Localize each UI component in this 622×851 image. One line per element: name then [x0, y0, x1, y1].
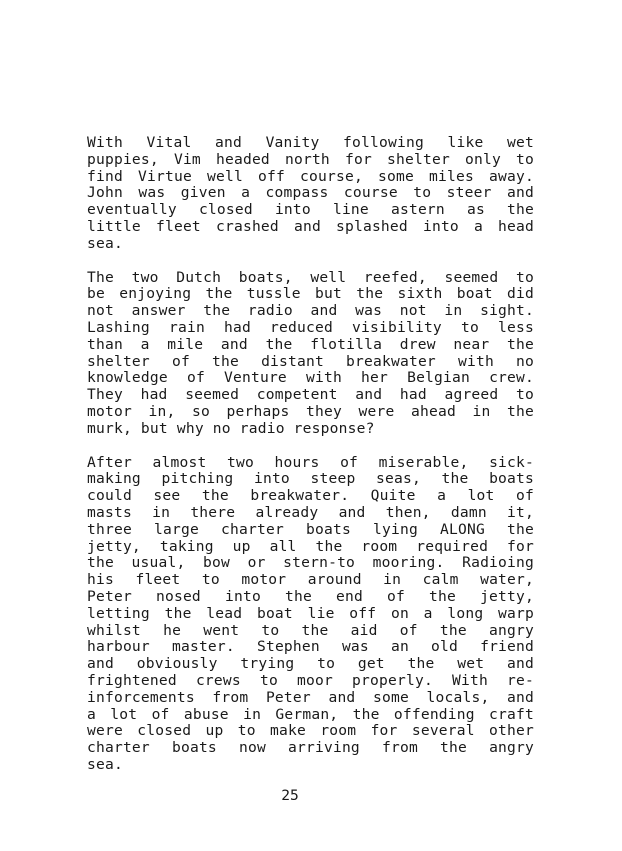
text-line: murk, but why no radio response?: [87, 419, 375, 437]
text-line: his fleet to motor around in calm water,: [87, 571, 534, 589]
text-line: After almost two hours of miserable, sick-: [87, 453, 534, 471]
text-line: making pitching into steep seas, the boats: [87, 470, 534, 488]
paragraph-2: [87, 270, 534, 438]
text-line: sea.: [87, 234, 123, 252]
text-line: three large charter boats lying ALONG the: [87, 520, 534, 538]
text-line: were closed up to make room for several other: [87, 722, 534, 740]
text-line: and obviously trying to get the wet and: [87, 655, 534, 673]
text-line: Lashing rain had reduced visibility to less: [87, 318, 534, 336]
text-line: John was given a compass course to steer and: [87, 184, 534, 202]
text-line: find Virtue well off course, some miles away.: [87, 167, 534, 185]
text-line: whilst he went to the aid of the angry: [87, 621, 534, 639]
text-line: Peter nosed into the end of the jetty,: [87, 587, 534, 605]
paragraph-gap: [87, 253, 534, 270]
text-line: could see the breakwater. Quite a lot of: [87, 487, 534, 505]
text-line: than a mile and the flotilla drew near the: [87, 335, 534, 353]
text-line: harbour master. Stephen was an old friend: [87, 638, 534, 656]
text-line: inforcements from Peter and some locals, and: [87, 688, 534, 706]
text-line: not answer the radio and was not in sight.: [87, 302, 534, 320]
body-text: [87, 135, 534, 774]
paragraph-gap: [87, 438, 534, 455]
text-line: sea.: [87, 755, 123, 773]
text-line: motor in, so perhaps they were ahead in the: [87, 402, 534, 420]
text-line: letting the lead boat lie off on a long warp: [87, 604, 534, 622]
text-line: shelter of the distant breakwater with no: [87, 352, 534, 370]
text-line: a lot of abuse in German, the offending craft: [87, 705, 534, 723]
text-line: puppies, Vim headed north for shelter only to: [87, 150, 534, 168]
text-line: be enjoying the tussle but the sixth boat did: [87, 285, 534, 303]
text-line: knowledge of Venture with her Belgian crew.: [87, 369, 534, 387]
paragraph-1: [87, 135, 534, 253]
text-line: With Vital and Vanity following like wet: [87, 134, 534, 151]
text-line: frightened crews to moor properly. With re-: [87, 671, 534, 689]
paragraph-3: [87, 455, 534, 774]
text-line: eventually closed into line astern as the: [87, 201, 534, 219]
text-line: They had seemed competent and had agreed to: [87, 386, 534, 404]
text-line: little fleet crashed and splashed into a head: [87, 217, 534, 235]
text-line: masts in there already and then, damn it,: [87, 503, 534, 521]
page-number: 25: [281, 787, 299, 804]
text-line: The two Dutch boats, well reefed, seemed to: [87, 268, 534, 286]
text-line: the usual, bow or stern-to mooring. Radioing: [87, 554, 534, 572]
text-line: charter boats now arriving from the angry: [87, 739, 534, 757]
text-line: jetty, taking up all the room required for: [87, 537, 534, 555]
